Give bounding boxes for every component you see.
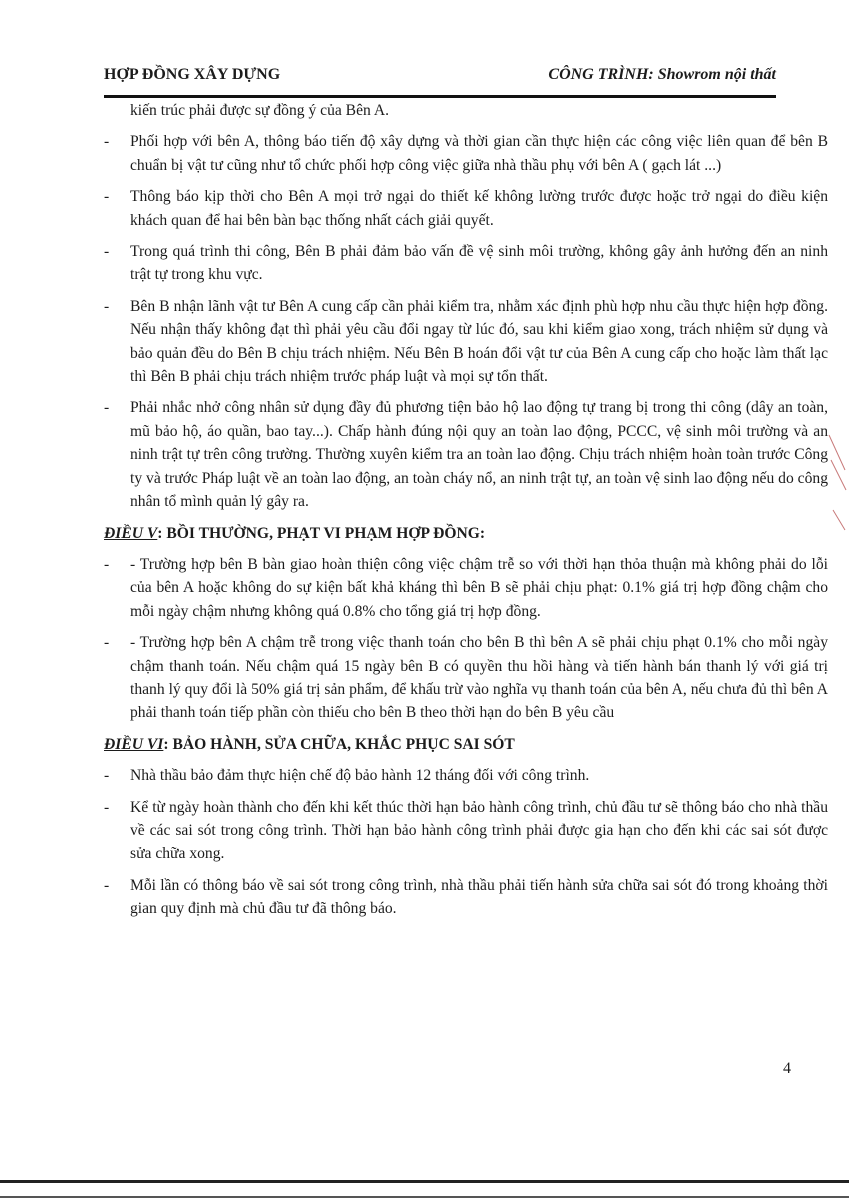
scan-border-line bbox=[0, 1196, 849, 1198]
list-item bbox=[104, 396, 828, 513]
header-title: HỢP ĐỒNG XÂY DỰNG bbox=[104, 66, 281, 83]
section-title: : BẢO HÀNH, SỬA CHỮA, KHẮC PHỤC SAI SÓT bbox=[163, 735, 515, 753]
bullet-dash: - bbox=[104, 133, 110, 151]
list-item bbox=[104, 130, 828, 177]
bullet-dash: - bbox=[104, 876, 110, 894]
bullet-dash: - bbox=[104, 767, 110, 785]
header-project: CÔNG TRÌNH: Showrom nội thất bbox=[548, 66, 776, 83]
list-item bbox=[104, 796, 828, 866]
list-item-text: - Trường hợp bên A chậm trễ trong việc thanh toán cho bên B thì bên A sẽ phải chịu phạt 0.1% cho mỗi ngày chậm thanh toán. Nếu chậm quá 15 ngày bên B có quyền thu hồi hàng và tiến hành bán thanh lý với giá trị thanh lý quy đổi là 50% giá trị sản phẩm, để khấu trừ vào nghĩa vụ thanh toán của bên A, nếu chưa đủ thì bên A phải thanh toán tiếp phần còn thiếu cho bên B theo thời hạn do bên B yêu cầu bbox=[130, 634, 828, 722]
scan-edge-marks bbox=[827, 430, 847, 550]
bullet-dash: - bbox=[104, 243, 110, 261]
list-item-text: Bên B nhận lãnh vật tư Bên A cung cấp cần phải kiểm tra, nhằm xác định phù hợp nhu cầu thực hiện hợp đồng. Nếu nhận thấy không đạt thì phải yêu cầu đổi ngay từ lúc đó, sau khi kiểm giao xong, trách nhiệm sử dụng và bảo quản đều do Bên B chịu trách nhiệm. Nếu Bên B hoán đổi vật tư của Bên A cung cấp cho hoặc làm thất lạc thì Bên B phải chịu trách nhiệm trước pháp luật và mọi sự tổn thất. bbox=[130, 297, 828, 386]
list-item-text: Mỗi lần có thông báo về sai sót trong công trình, nhà thầu phải tiến hành sửa chữa sai sót đó trong khoảng thời gian quy định mà chủ đầu tư đã thông báo. bbox=[130, 876, 828, 918]
bullet-dash: - bbox=[104, 634, 110, 652]
continued-paragraph: kiến trúc phải được sự đồng ý của Bên A. bbox=[130, 102, 390, 119]
list-item bbox=[104, 631, 828, 725]
scan-border-line bbox=[0, 1180, 849, 1183]
list-item-text: Phối hợp với bên A, thông báo tiến độ xây dựng và thời gian cần thực hiện các công việc liên quan để bên B chuẩn bị vật tư cũng như tổ chức phối hợp công việc giữa nhà thầu phụ với bên A ( gạch lát ...) bbox=[130, 133, 828, 174]
list-item bbox=[104, 185, 828, 232]
bullet-dash: - bbox=[104, 297, 110, 315]
section-heading-6 bbox=[104, 733, 828, 756]
list-item-text: Kể từ ngày hoàn thành cho đến khi kết thúc thời hạn bảo hành công trình, chủ đầu tư sẽ thông báo cho nhà thầu về các sai sót trong công trình. Thời hạn bảo hành công trình phải được gia hạn cho đến khi các sai sót được sửa chữa xong. bbox=[130, 798, 828, 863]
list-item-text: Phải nhắc nhở công nhân sử dụng đầy đủ phương tiện bảo hộ lao động tự trang bị trong thi công (dây an toàn, mũ bảo hộ, áo quần, bao tay...). Chấp hành đúng nội quy an toàn lao động, PCCC, vệ sinh môi trường và an ninh trật tự trên công trường. Thường xuyên kiểm tra an toàn lao động. Chịu trách nhiệm hoàn toàn trước Công ty và trước Pháp luật về an toàn lao động, an toàn cháy nổ, an ninh trật tự, an toàn vệ sinh lao động nếu do công nhân tổ mình quản lý gây ra. bbox=[130, 399, 828, 511]
section-heading-5 bbox=[104, 522, 828, 545]
list-item-text: Thông báo kịp thời cho Bên A mọi trở ngại do thiết kế không lường trước được hoặc trở ngại do điều kiện khách quan để hai bên bàn bạc thống nhất cách giải quyết. bbox=[130, 188, 828, 229]
document-body bbox=[104, 99, 828, 929]
section-number: ĐIỀU V bbox=[104, 524, 158, 542]
list-item bbox=[104, 240, 828, 287]
page-number: 4 bbox=[783, 1060, 791, 1077]
list-item bbox=[104, 874, 828, 921]
page-header bbox=[104, 66, 776, 90]
list-item-text: - Trường hợp bên B bàn giao hoàn thiện công việc chậm trễ so với thời hạn thỏa thuận mà không phải do lỗi của bên A hoặc không do sự kiện bất khả kháng thì bên B sẽ phải chịu phạt: 0.1% giá trị hợp đồng chậm cho mỗi ngày chậm nhưng không quá 0.8% cho tổng giá trị hợp đồng. bbox=[130, 555, 828, 620]
section-title: : BỒI THƯỜNG, PHẠT VI PHẠM HỢP ĐỒNG: bbox=[157, 524, 486, 542]
list-item bbox=[104, 553, 828, 623]
bullet-dash: - bbox=[104, 798, 110, 816]
list-item bbox=[104, 764, 828, 787]
header-rule bbox=[104, 95, 776, 98]
list-item bbox=[104, 295, 828, 389]
list-item-text: Nhà thầu bảo đảm thực hiện chế độ bảo hành 12 tháng đối với công trình. bbox=[130, 767, 590, 785]
bullet-dash: - bbox=[104, 188, 110, 206]
section-number: ĐIỀU VI bbox=[104, 735, 164, 753]
bullet-dash: - bbox=[104, 399, 110, 417]
list-item-text: Trong quá trình thi công, Bên B phải đảm bảo vấn đề vệ sinh môi trường, không gây ảnh hưởng đến an ninh trật tự trong khu vực. bbox=[130, 243, 828, 284]
bullet-dash: - bbox=[104, 555, 110, 573]
